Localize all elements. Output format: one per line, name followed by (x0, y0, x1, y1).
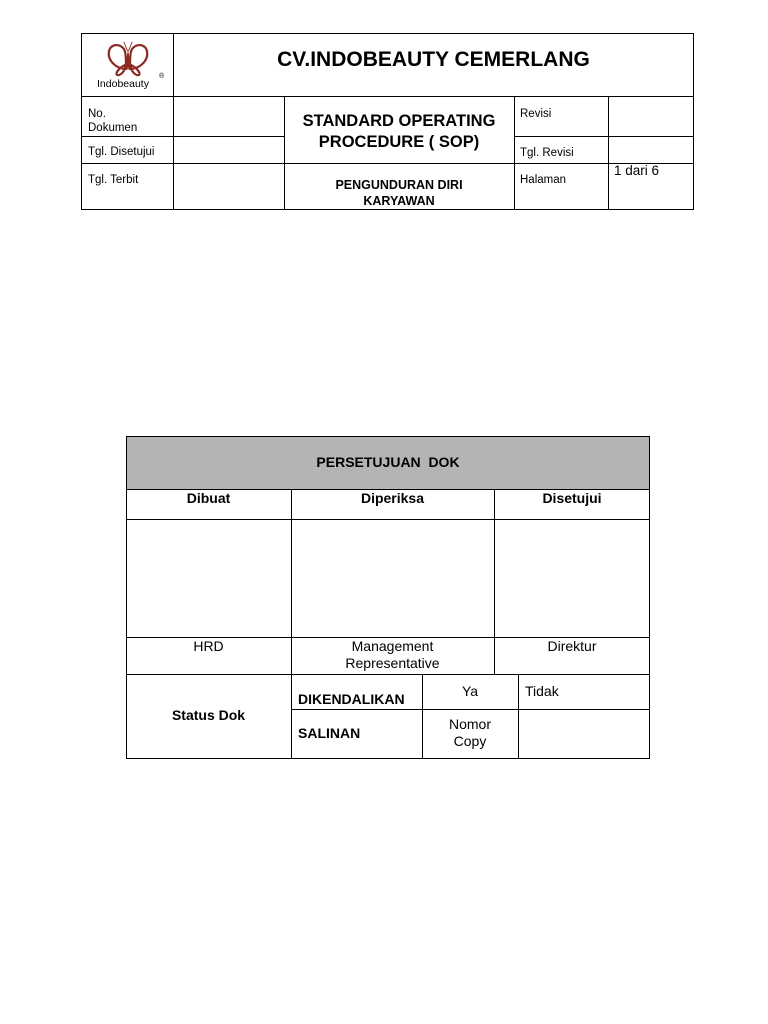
signature-box-disetujui (495, 520, 649, 636)
nomor-copy-label: Nomor Copy (448, 716, 491, 749)
logo-wordmark: Indobeauty (97, 78, 149, 90)
approval-title: PERSETUJUAN DOK (316, 454, 460, 470)
role-direktur: Direktur (547, 638, 597, 654)
document-header (81, 33, 694, 210)
signature-box-dibuat (127, 520, 290, 636)
header-divider (608, 96, 609, 210)
header-divider (81, 163, 694, 164)
signature-box-diperiksa (292, 520, 493, 636)
column-header-dibuat: Dibuat (186, 490, 231, 506)
header-divider (81, 136, 284, 137)
label-halaman: Halaman (520, 174, 567, 186)
salinan-label: SALINAN (298, 725, 361, 741)
status-dok-label: Status Dok (171, 707, 246, 723)
role-management-representative: Management Representative (345, 638, 440, 671)
label-no-dokumen: No. Dokumen (88, 108, 138, 134)
registered-mark: ® (159, 73, 165, 80)
label-tgl-disetujui: Tgl. Disetujui (88, 146, 155, 158)
document-subject: PENGUNDURAN DIRI KARYAWAN (335, 178, 463, 208)
label-revisi: Revisi (520, 108, 552, 120)
halaman-value: 1 dari 6 (614, 163, 660, 178)
approval-divider (126, 674, 650, 675)
header-divider (514, 136, 694, 137)
tidak-option: Tidak (525, 683, 559, 699)
ya-option: Ya (461, 683, 479, 699)
dikendalikan-label: DIKENDALIKAN (298, 691, 405, 707)
nomor-copy-value (519, 710, 649, 758)
butterfly-logo-icon (87, 39, 169, 77)
approval-table (126, 436, 650, 759)
document-type: STANDARD OPERATING PROCEDURE ( SOP) (302, 112, 496, 151)
label-tgl-terbit: Tgl. Terbit (88, 174, 139, 186)
role-hrd: HRD (193, 638, 224, 654)
company-name: CV.INDOBEAUTY CEMERLANG (277, 48, 590, 71)
column-header-disetujui: Disetujui (542, 490, 602, 506)
label-tgl-revisi: Tgl. Revisi (520, 147, 574, 159)
header-divider (514, 96, 515, 210)
header-divider (81, 96, 694, 97)
company-logo (87, 39, 169, 93)
column-header-diperiksa: Diperiksa (360, 490, 425, 506)
